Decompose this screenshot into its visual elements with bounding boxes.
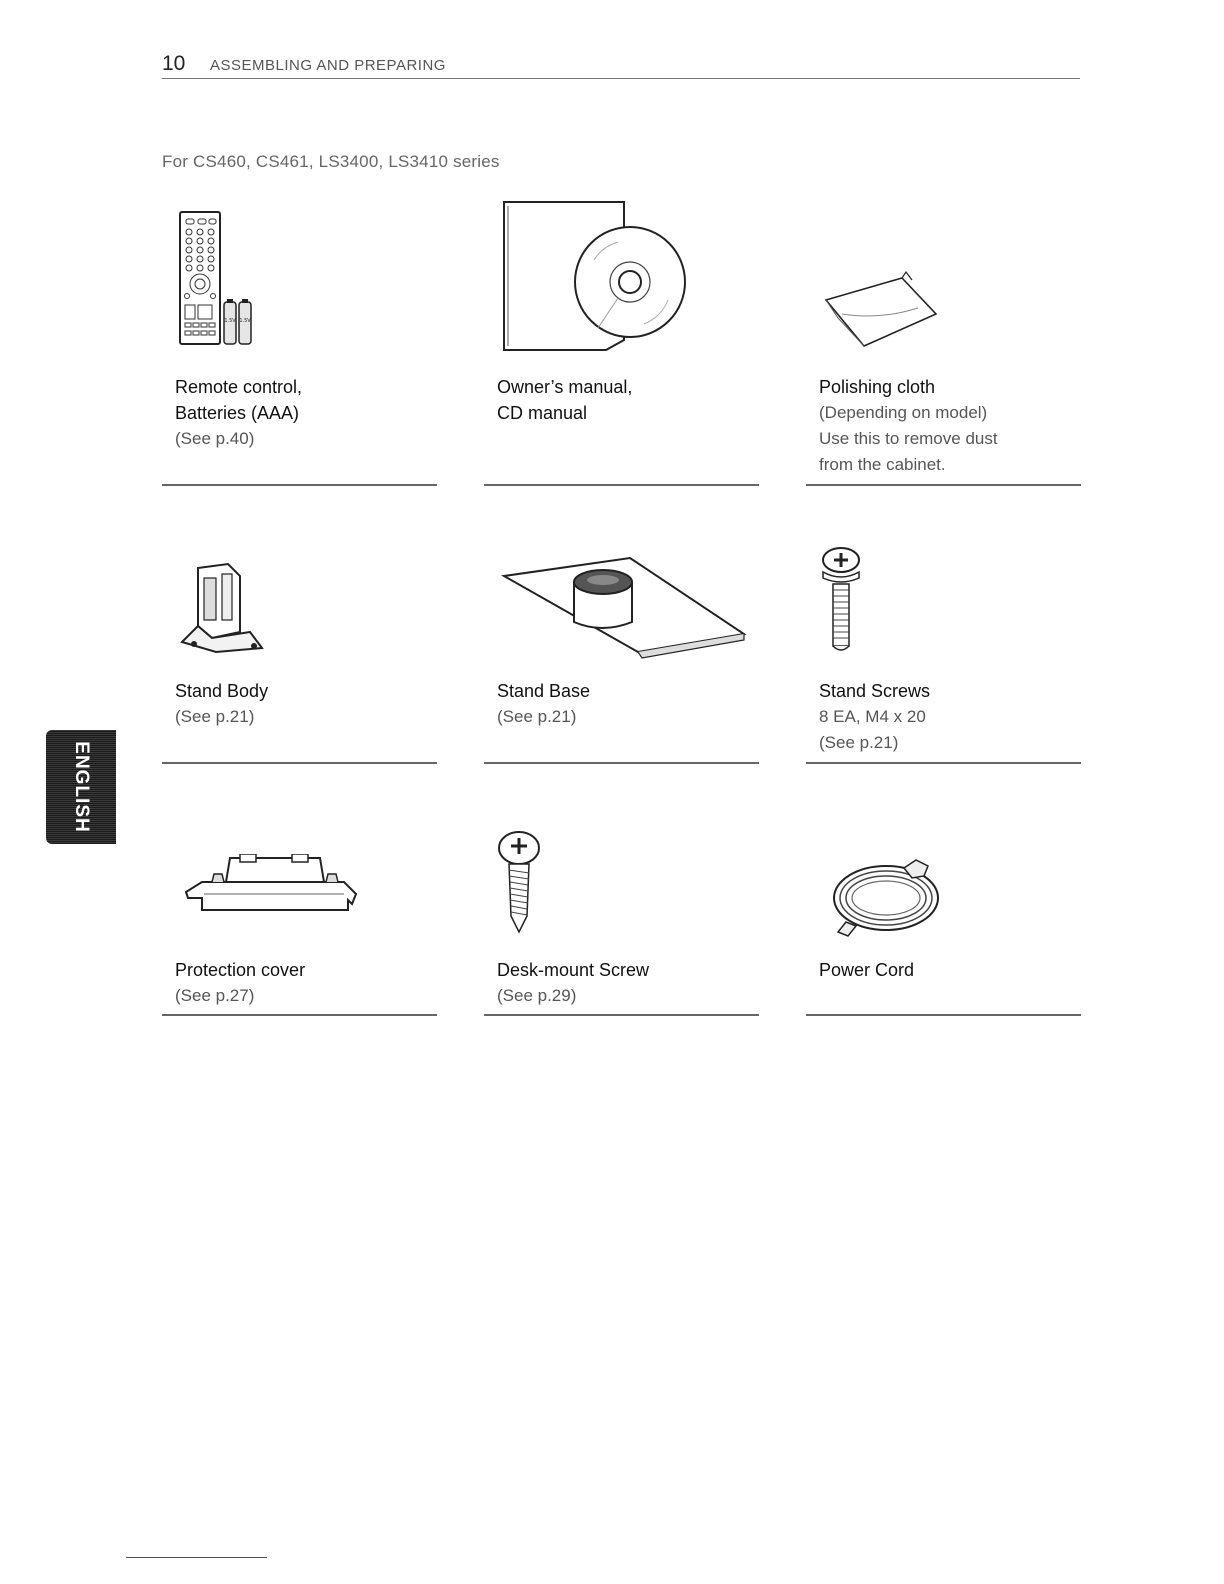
polishing-cloth-icon xyxy=(820,270,944,352)
language-tab-label: ENGLISH xyxy=(71,741,92,833)
item-divider xyxy=(484,762,759,764)
stand-screw-icon xyxy=(816,546,866,658)
item-desc: (See p.40) xyxy=(175,429,255,448)
item-name: Protection cover xyxy=(175,960,306,980)
battery-label: 1.5V xyxy=(224,318,236,324)
item-name: Owner’s manual, xyxy=(497,377,633,397)
item-divider xyxy=(484,1014,759,1016)
item-divider xyxy=(162,762,437,764)
item-desc: (See p.21) xyxy=(175,707,255,726)
item-desc: (Depending on model) xyxy=(819,403,988,422)
desk-mount-screw-icon xyxy=(494,828,544,940)
item-name: Remote control, xyxy=(175,377,303,397)
manual-cd-icon xyxy=(498,200,698,352)
item-desc: (See p.27) xyxy=(175,986,255,1005)
protection-cover-icon xyxy=(184,854,360,916)
item-name: Power Cord xyxy=(819,960,915,980)
item-text xyxy=(819,374,1081,478)
item-text xyxy=(497,374,759,426)
series-intro: For CS460, CS461, LS3400, LS3410 series xyxy=(162,152,500,171)
item-name: Desk-mount Screw xyxy=(497,960,650,980)
item-divider xyxy=(806,1014,1081,1016)
item-name: Stand Base xyxy=(497,681,591,701)
power-cord-icon xyxy=(828,856,948,938)
item-desc: 8 EA, M4 x 20 xyxy=(819,707,926,726)
item-text xyxy=(819,957,1081,983)
stand-body-icon xyxy=(176,562,272,656)
item-divider xyxy=(484,484,759,486)
item-desc: (See p.21) xyxy=(497,707,577,726)
item-desc: (See p.29) xyxy=(497,986,577,1005)
item-name: Stand Body xyxy=(175,681,269,701)
item-divider xyxy=(806,484,1081,486)
battery-icon xyxy=(224,299,236,344)
battery-icon xyxy=(239,299,251,344)
item-text xyxy=(819,678,1081,756)
item-name: CD manual xyxy=(497,403,588,423)
page-number: 10 xyxy=(162,52,186,75)
remote-control-icon xyxy=(178,210,258,346)
item-name: Batteries (AAA) xyxy=(175,403,300,423)
item-name: Polishing cloth xyxy=(819,377,936,397)
stand-base-icon xyxy=(498,556,754,660)
item-desc: (See p.21) xyxy=(819,733,899,752)
page-header xyxy=(162,50,1080,79)
item-name: Stand Screws xyxy=(819,681,931,701)
item-divider xyxy=(162,1014,437,1016)
item-divider xyxy=(806,762,1081,764)
language-tab xyxy=(46,730,116,844)
item-divider xyxy=(162,484,437,486)
item-text xyxy=(497,678,759,730)
item-text xyxy=(175,678,437,730)
item-desc: from the cabinet. xyxy=(819,455,946,474)
battery-label: 1.5V xyxy=(239,318,251,324)
item-text xyxy=(175,957,437,1009)
footer-rule xyxy=(126,1557,267,1558)
item-text xyxy=(175,374,437,452)
section-title: ASSEMBLING AND PREPARING xyxy=(210,57,446,74)
item-desc: Use this to remove dust xyxy=(819,429,998,448)
item-text xyxy=(497,957,759,1009)
